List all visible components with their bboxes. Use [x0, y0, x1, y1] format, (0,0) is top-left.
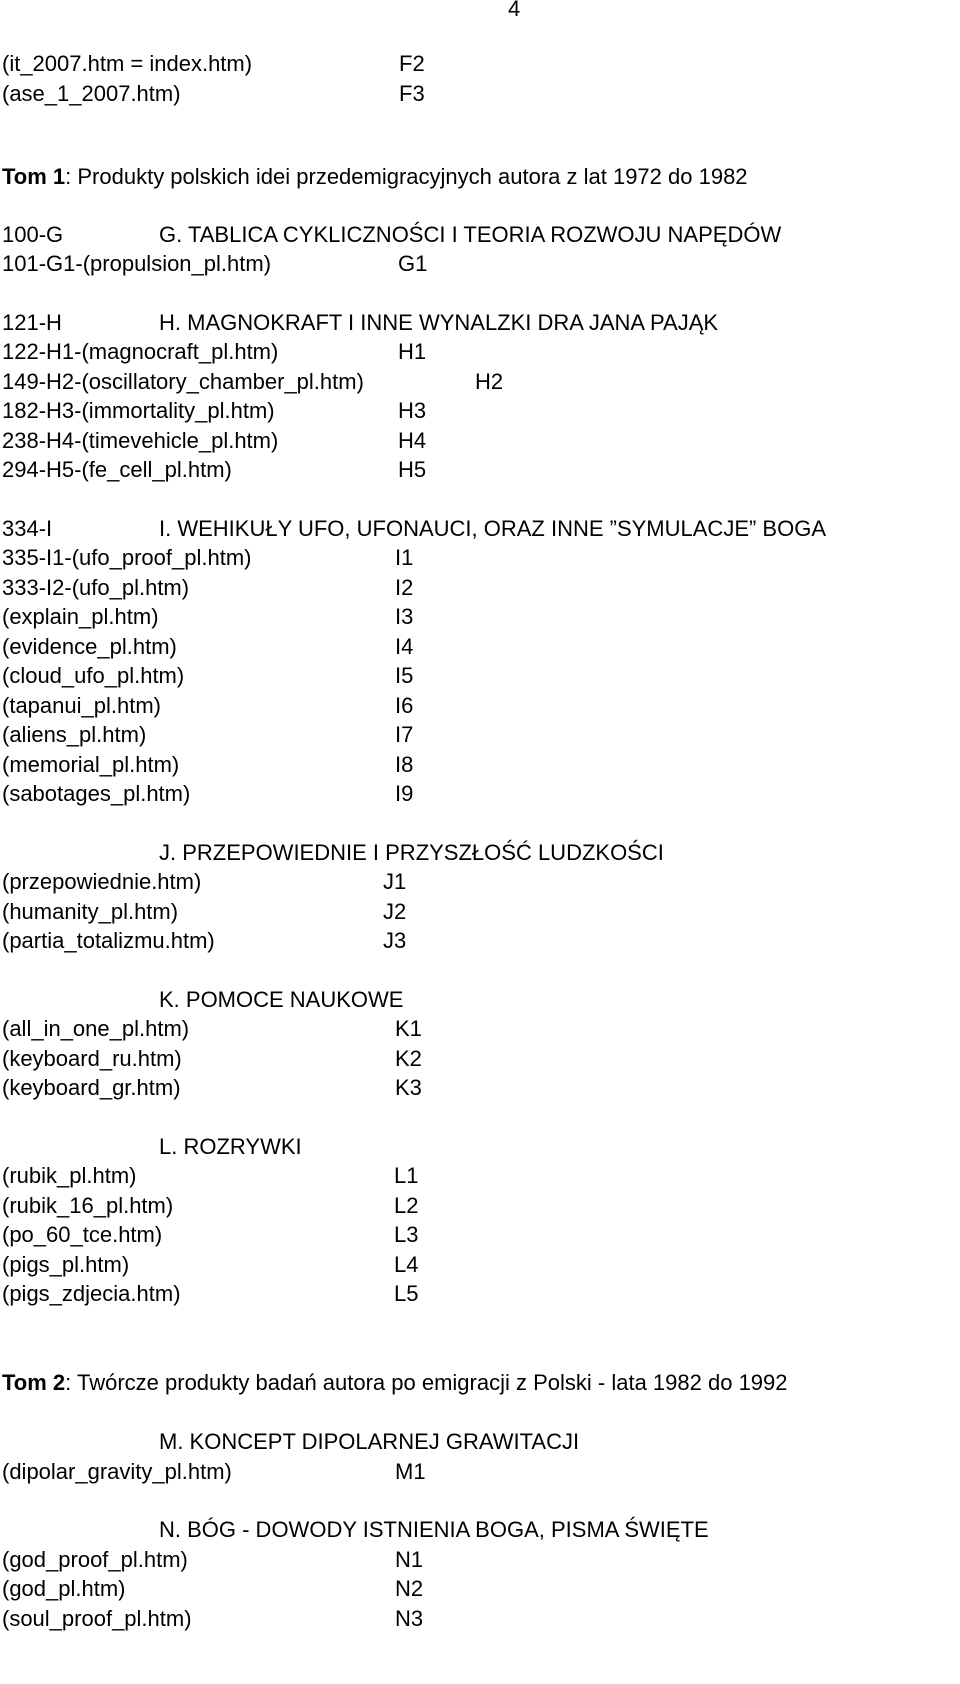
file-name: (tapanui_pl.htm)	[2, 692, 161, 718]
list-item	[2, 632, 958, 662]
volume-description: : Produkty polskich idei przedemigracyjnych autora z lat 1972 do 1982	[65, 164, 748, 189]
section-code: N2	[395, 1576, 424, 1601]
section-header	[2, 1515, 958, 1545]
list-item	[2, 573, 958, 603]
list-item	[2, 1545, 958, 1575]
list-item	[2, 337, 958, 367]
file-name: (keyboard_ru.htm)	[2, 1045, 182, 1071]
section-title: I. WEHIKUŁY UFO, UFONAUCI, ORAZ INNE ”SYMULACJE” BOGA	[159, 515, 827, 541]
section-header	[2, 514, 958, 544]
section-code: I2	[395, 574, 414, 600]
file-name: (ase_1_2007.htm)	[2, 80, 181, 106]
section-code: I4	[395, 633, 414, 659]
section-code: H5	[398, 457, 427, 482]
list-item	[2, 1191, 958, 1221]
file-name: (pigs_zdjecia.htm)	[2, 1281, 181, 1306]
section-code: I7	[395, 722, 414, 747]
section-title: G. TABLICA CYKLICZNOŚCI I TEORIA ROZWOJU NAPĘDÓW	[159, 221, 782, 247]
list-item	[2, 49, 958, 79]
section-code: H1	[398, 339, 427, 364]
section-code: F2	[399, 51, 425, 76]
section-code: I8	[395, 751, 414, 777]
list-item	[2, 1279, 958, 1309]
section-title: L. ROZRYWKI	[159, 1133, 302, 1159]
section-number: 334-I	[2, 515, 53, 541]
list-item	[2, 720, 958, 750]
section-header	[2, 1427, 958, 1457]
volume-label: Tom 1	[2, 164, 66, 189]
file-name: 294-H5-(fe_cell_pl.htm)	[2, 457, 232, 482]
list-item	[2, 1044, 958, 1074]
section-code: J3	[383, 928, 407, 953]
section-code: K2	[395, 1045, 422, 1071]
file-name: (przepowiednie.htm)	[2, 869, 202, 894]
list-item	[2, 426, 958, 456]
section-header	[2, 220, 958, 250]
file-name: 101-G1-(propulsion_pl.htm)	[2, 251, 272, 276]
section-header	[2, 838, 958, 868]
section-code: F3	[399, 80, 425, 106]
file-name: (dipolar_gravity_pl.htm)	[2, 1458, 232, 1484]
section-code: L4	[394, 1251, 419, 1277]
list-item	[2, 779, 958, 809]
file-name: 335-I1-(ufo_proof_pl.htm)	[2, 545, 252, 570]
file-name: (rubik_pl.htm)	[2, 1163, 137, 1188]
section-code: I9	[395, 781, 414, 806]
section-code: K1	[395, 1016, 422, 1041]
document-body	[2, 49, 958, 1633]
file-name: (rubik_16_pl.htm)	[2, 1192, 174, 1218]
section-code: J1	[383, 869, 407, 894]
section-code: I5	[395, 663, 414, 688]
file-name: (humanity_pl.htm)	[2, 898, 179, 924]
section-number: 121-H	[2, 309, 62, 335]
section-code: L2	[394, 1192, 419, 1218]
file-name: (pigs_pl.htm)	[2, 1251, 130, 1277]
file-name: (explain_pl.htm)	[2, 604, 159, 629]
file-name: (memorial_pl.htm)	[2, 751, 180, 777]
section-code: N3	[395, 1605, 424, 1631]
file-name: (partia_totalizmu.htm)	[2, 928, 215, 953]
file-name: (cloud_ufo_pl.htm)	[2, 663, 185, 688]
section-code: N1	[395, 1546, 424, 1572]
section-code: M1	[395, 1458, 426, 1484]
section-code: L1	[394, 1163, 419, 1188]
section-code: G1	[398, 251, 428, 276]
section-code: L5	[394, 1281, 419, 1306]
page-number: 4	[508, 0, 521, 21]
section-code: I3	[395, 604, 414, 629]
list-item	[2, 249, 958, 279]
section-title: N. BÓG - DOWODY ISTNIENIA BOGA, PISMA ŚWIĘTE	[159, 1517, 709, 1542]
list-item	[2, 661, 958, 691]
section-header	[2, 308, 958, 338]
list-item	[2, 691, 958, 721]
file-name: (po_60_tce.htm)	[2, 1222, 163, 1247]
file-name: (evidence_pl.htm)	[2, 633, 177, 659]
volume-heading	[2, 1368, 958, 1398]
file-name: 182-H3-(immortality_pl.htm)	[2, 398, 275, 423]
file-name: (sabotages_pl.htm)	[2, 781, 191, 806]
list-item	[2, 1014, 958, 1044]
list-item	[2, 897, 958, 927]
list-item	[2, 750, 958, 780]
volume-label: Tom 2	[2, 1369, 66, 1395]
list-item	[2, 367, 958, 397]
list-item	[2, 602, 958, 632]
list-item	[2, 1250, 958, 1280]
list-item	[2, 79, 958, 109]
section-code: L3	[394, 1222, 419, 1247]
list-item	[2, 455, 958, 485]
file-name: 238-H4-(timevehicle_pl.htm)	[2, 427, 279, 453]
section-number: 100-G	[2, 221, 64, 247]
file-name: 149-H2-(oscillatory_chamber_pl.htm)	[2, 368, 364, 394]
list-item	[2, 867, 958, 897]
file-name: 122-H1-(magnocraft_pl.htm)	[2, 339, 279, 364]
file-name: (it_2007.htm = index.htm)	[2, 51, 253, 76]
section-header	[2, 1132, 958, 1162]
section-code: I6	[395, 692, 414, 718]
file-name: (soul_proof_pl.htm)	[2, 1605, 192, 1631]
volume-description: : Twórcze produkty badań autora po emigracji z Polski - lata 1982 do 1992	[65, 1369, 788, 1395]
file-name: (aliens_pl.htm)	[2, 722, 147, 747]
file-name: 333-I2-(ufo_pl.htm)	[2, 574, 190, 600]
list-item	[2, 543, 958, 573]
section-title: M. KONCEPT DIPOLARNEJ GRAWITACJI	[159, 1429, 580, 1454]
list-item	[2, 1457, 958, 1487]
section-code: H3	[398, 398, 427, 423]
section-code: H2	[475, 368, 504, 394]
section-code: K3	[395, 1075, 422, 1100]
list-item	[2, 396, 958, 426]
section-code: I1	[395, 545, 414, 570]
section-title: H. MAGNOKRAFT I INNE WYNALZKI DRA JANA PAJĄK	[159, 309, 719, 335]
section-code: J2	[383, 898, 407, 924]
list-item	[2, 1220, 958, 1250]
section-title: K. POMOCE NAUKOWE	[159, 986, 404, 1012]
file-name: (god_proof_pl.htm)	[2, 1546, 188, 1572]
file-name: (god_pl.htm)	[2, 1576, 126, 1601]
section-title: J. PRZEPOWIEDNIE I PRZYSZŁOŚĆ LUDZKOŚCI	[159, 839, 664, 865]
volume-heading	[2, 162, 958, 192]
file-name: (all_in_one_pl.htm)	[2, 1016, 190, 1041]
file-name: (keyboard_gr.htm)	[2, 1075, 181, 1100]
list-item	[2, 1574, 958, 1604]
list-item	[2, 1161, 958, 1191]
list-item	[2, 1073, 958, 1103]
list-item	[2, 1604, 958, 1634]
section-code: H4	[398, 427, 427, 453]
section-header	[2, 985, 958, 1015]
list-item	[2, 926, 958, 956]
